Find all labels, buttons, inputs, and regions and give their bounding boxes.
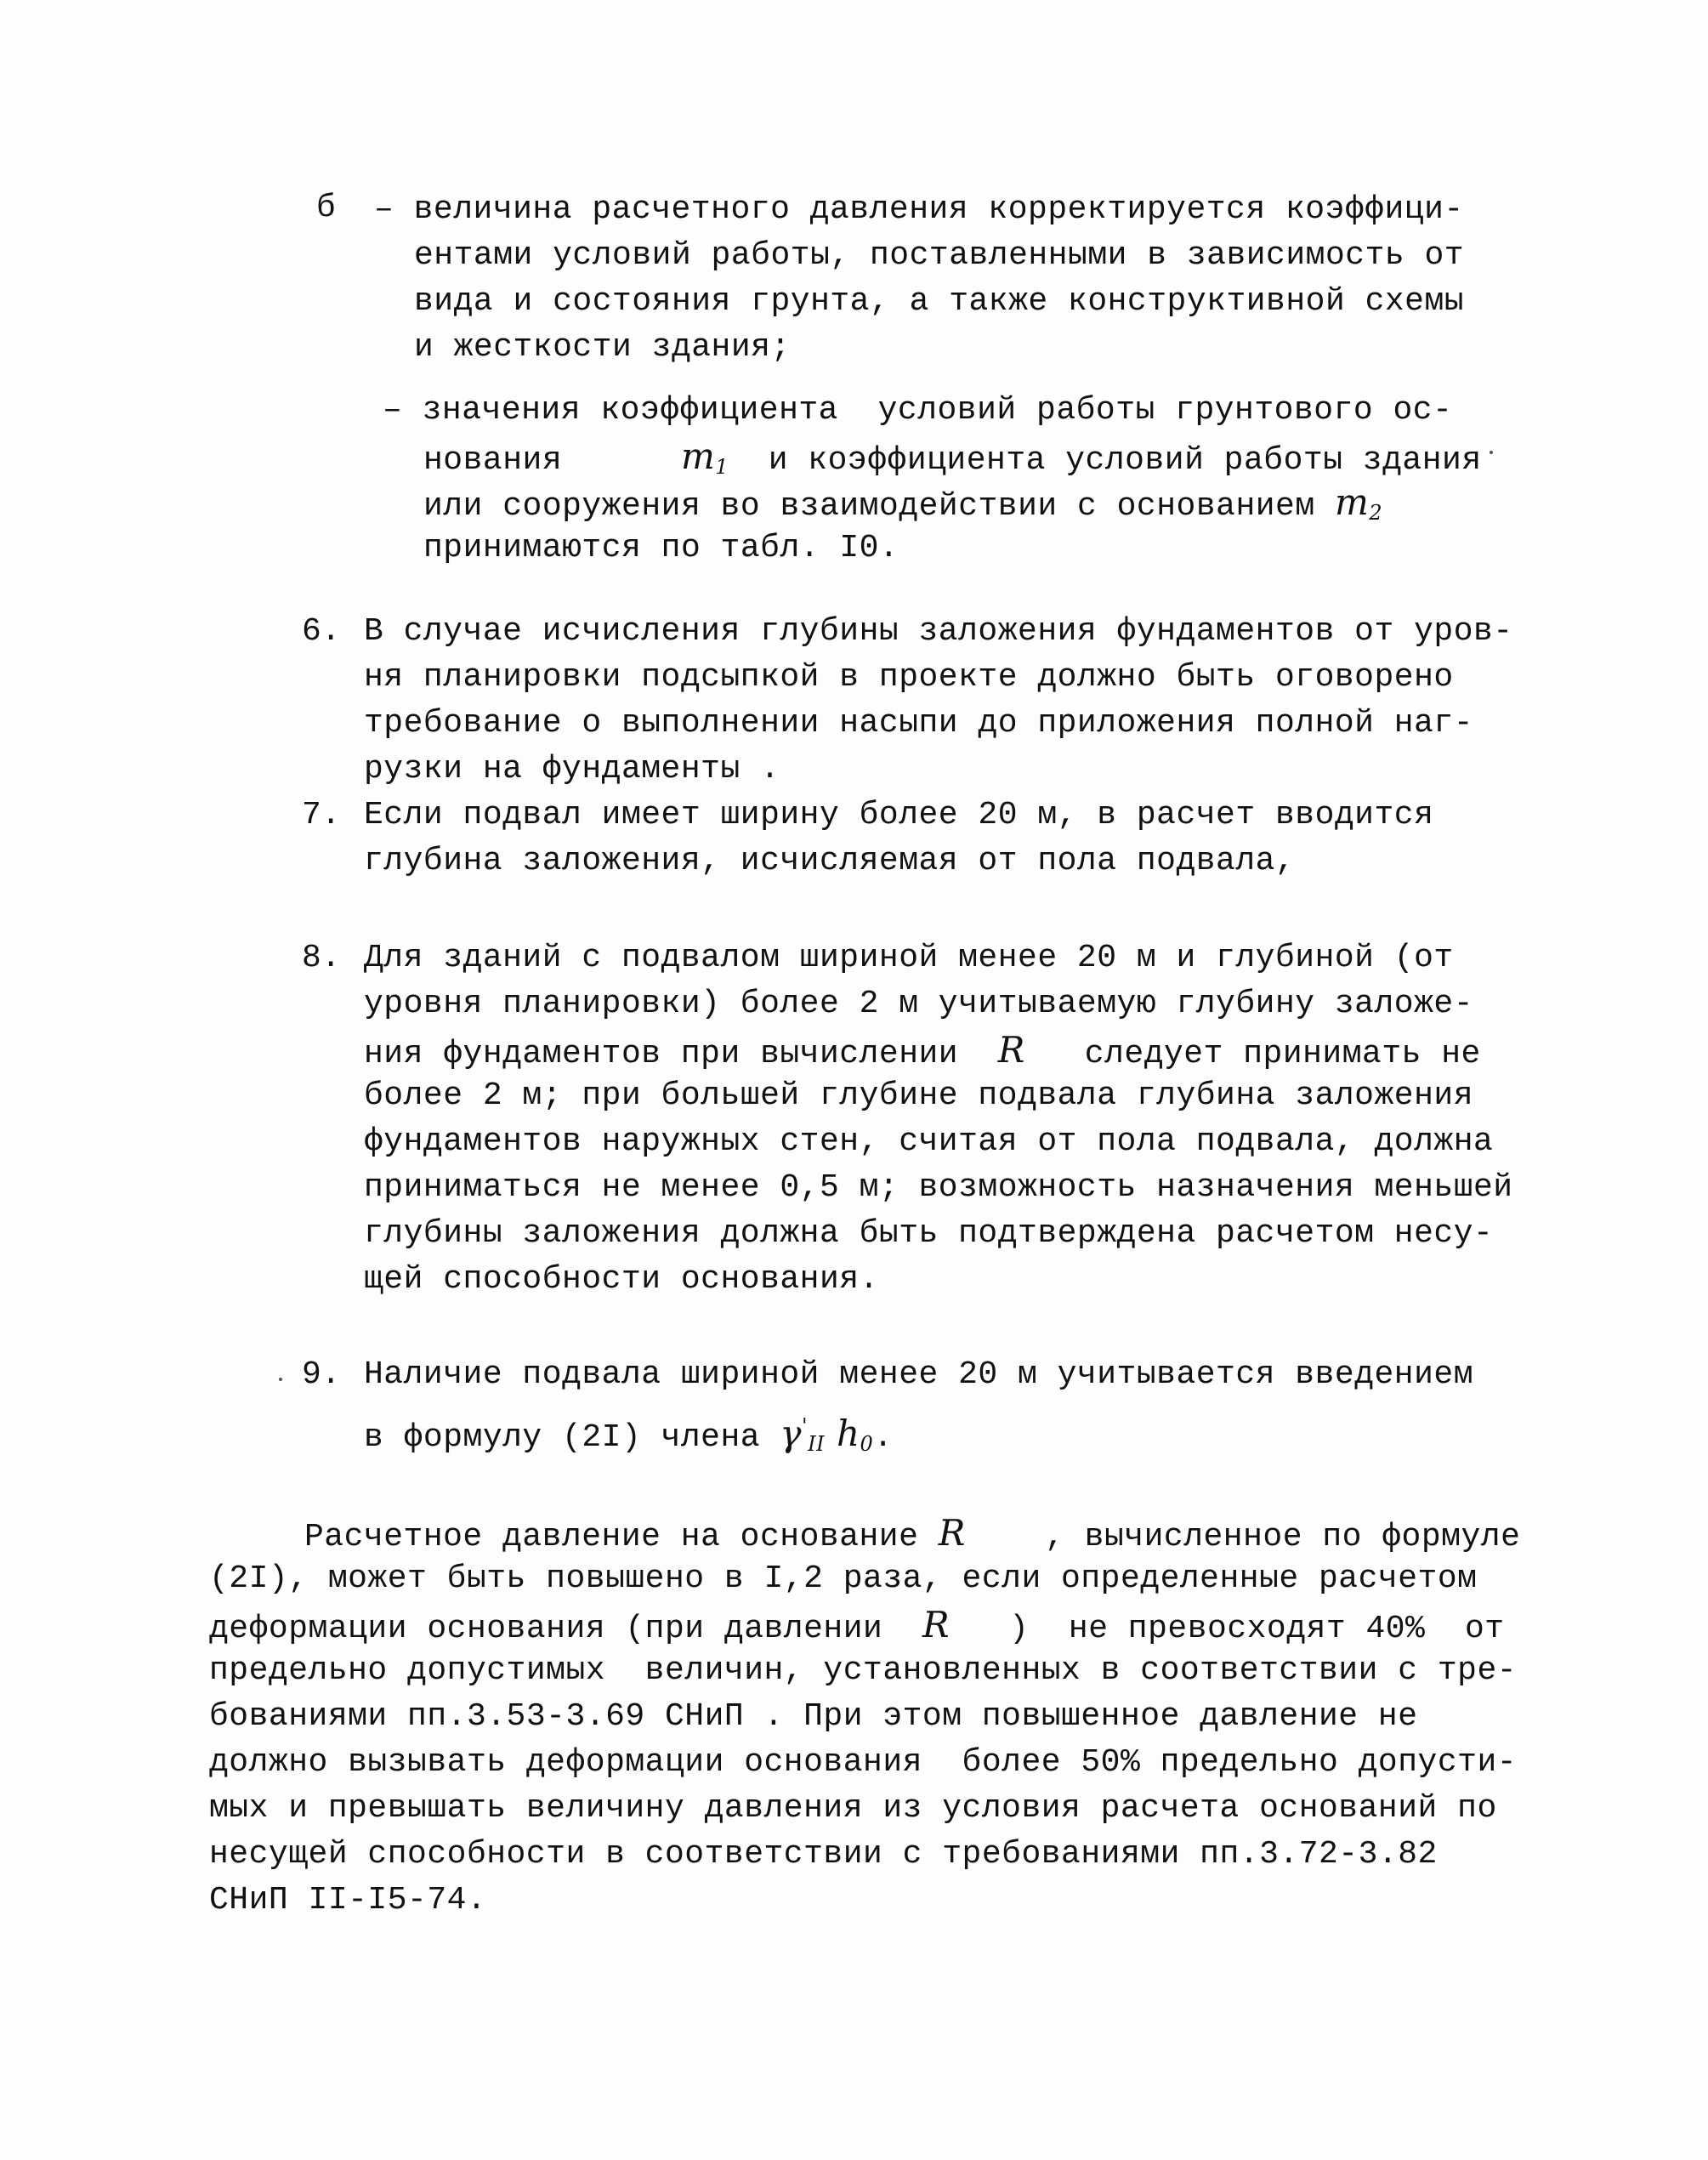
item-6-line-4: рузки на фундаменты . — [364, 751, 780, 787]
item-8-line-6: приниматься не менее 0,5 м; возможность назначения меньшей — [364, 1169, 1513, 1206]
scan-speck — [279, 1378, 282, 1381]
gamma-term: $\gamma'_{II}$ $h_0$ — [780, 1413, 874, 1456]
item-8-line-2: уровня планировки) более 2 м учитываемую глубину заложе- — [364, 986, 1474, 1022]
item-7-line-1: Если подвал имеет ширину более 20 м, в расчет вводится — [364, 797, 1434, 833]
item-8-line-5: фундаментов наружных стен, считая от пола подвала, должна — [364, 1123, 1494, 1160]
closing-line-8: несущей способности в соответствии с требованиями пп.3.72-3.82 — [209, 1836, 1438, 1873]
dash-block-line-4: принимаются по табл. I0. — [423, 530, 899, 566]
item-6-line-1: В случае исчисления глубины заложения фундаментов от уров- — [364, 613, 1513, 650]
item-9-line-1: Наличие подвала шириной менее 20 м учитывается введением — [364, 1356, 1474, 1393]
dash-block-line-1: – значения коэффициента условий работы грунтового ос- — [383, 392, 1453, 429]
closing-line-1: Расчетное давление на основание R , вычисленное по формуле — [304, 1512, 1521, 1555]
item-7-number: 7. — [302, 797, 341, 833]
item-6-line-3: требование о выполнении насыпи до приложения полной наг- — [364, 705, 1474, 742]
closing-line-5: бованиями пп.3.53-3.69 СНиП . При этом повышенное давление не — [209, 1698, 1418, 1735]
item-8-line-7: глубины заложения должна быть подтверждена расчетом несу- — [364, 1215, 1494, 1252]
item-8-line-3: ния фундаментов при вычислении R следует принимать не — [364, 1029, 1481, 1072]
r-symbol: R — [997, 1029, 1025, 1071]
scan-speck — [1490, 451, 1493, 454]
m1-symbol: $m_1$ — [680, 435, 729, 479]
r-symbol: R — [922, 1604, 950, 1646]
closing-line-4: предельно допустимых величин, установленных в соответствии с тре- — [209, 1652, 1518, 1689]
closing-line-2: (2I), может быть повышено в I,2 раза, если определенные расчетом — [209, 1560, 1478, 1597]
item-9-number: 9. — [302, 1356, 341, 1393]
closing-line-6: должно вызывать деформации основания более 50% предельно допусти- — [209, 1744, 1518, 1781]
closing-line-3: деформации основания (при давлении R ) не превосходят 40% от — [209, 1604, 1505, 1647]
item-6-line-2: ня планировки подсыпкой в проекте должно быть оговорено — [364, 659, 1454, 696]
m2-symbol: $m_2$ — [1334, 481, 1383, 525]
block-b-line-4: и жесткости здания; — [414, 329, 791, 366]
item-9-line-2: в формулу (2I) члена $\gamma'_{II}$ $h_0$. — [364, 1413, 894, 1456]
block-b-line-2: ентами условий работы, поставленными в зависимость от — [414, 237, 1465, 274]
list-marker-b: б — [316, 190, 336, 226]
item-8-line-8: щей способности основания. — [364, 1261, 879, 1298]
dash-block-line-3: или сооружения во взаимодействии с основанием $m_2$ — [423, 481, 1383, 525]
item-8-line-4: более 2 м; при большей глубине подвала глубина заложения — [364, 1077, 1474, 1114]
block-b-line-1: – величина расчетного давления корректируется коэффици- — [374, 191, 1464, 228]
closing-line-7: мых и превышать величину давления из условия расчета оснований по — [209, 1790, 1497, 1827]
item-8-line-1: Для зданий с подвалом шириной менее 20 м и глубиной (от — [364, 940, 1454, 976]
item-8-number: 8. — [302, 940, 341, 976]
item-6-number: 6. — [302, 613, 341, 650]
item-7-line-2: глубина заложения, исчисляемая от пола подвала, — [364, 843, 1296, 879]
closing-line-9: СНиП II-I5-74. — [209, 1882, 487, 1918]
block-b-line-3: вида и состояния грунта, а также конструктивной схемы — [414, 283, 1465, 320]
dash-block-line-2: нования $m_1$ и коэффициента условий работы здания — [423, 435, 1482, 479]
r-symbol: R — [938, 1512, 966, 1554]
